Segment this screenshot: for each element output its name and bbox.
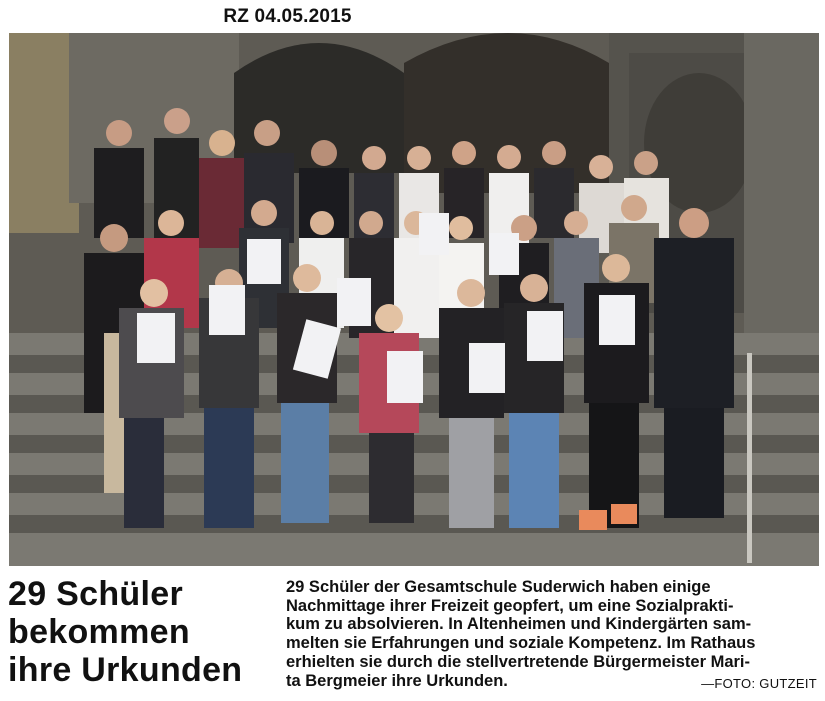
caption-line: erhielten sie durch die stellvertretende Bürgermeister Mari-	[286, 652, 750, 671]
headline-line: ihre Urkunden	[8, 651, 243, 689]
caption-line: kum zu absolvieren. In Altenheimen und Kindergärten sam-	[286, 615, 752, 634]
newspaper-date-header	[0, 6, 825, 30]
headline-line: bekommen	[8, 613, 190, 651]
photo-credit: —FOTO: GUTZEIT	[701, 676, 817, 691]
issue-date: RZ 04.05.2015	[223, 6, 352, 27]
group-photo-illustration	[9, 33, 819, 566]
caption-line: 29 Schüler der Gesamtschule Suderwich haben einige	[286, 578, 711, 596]
caption-line: Nachmittage ihrer Freizeit geopfert, um eine Sozialprakti-	[286, 596, 734, 615]
caption-line: ta Bergmeier ihre Urkunden.	[286, 671, 508, 690]
caption-line: melten sie Erfahrungen und soziale Kompetenz. Im Rathaus	[286, 634, 756, 653]
article-caption	[286, 578, 818, 690]
headline-line: 29 Schüler	[8, 575, 183, 613]
article-headline	[8, 575, 270, 689]
group-photo	[9, 33, 819, 566]
